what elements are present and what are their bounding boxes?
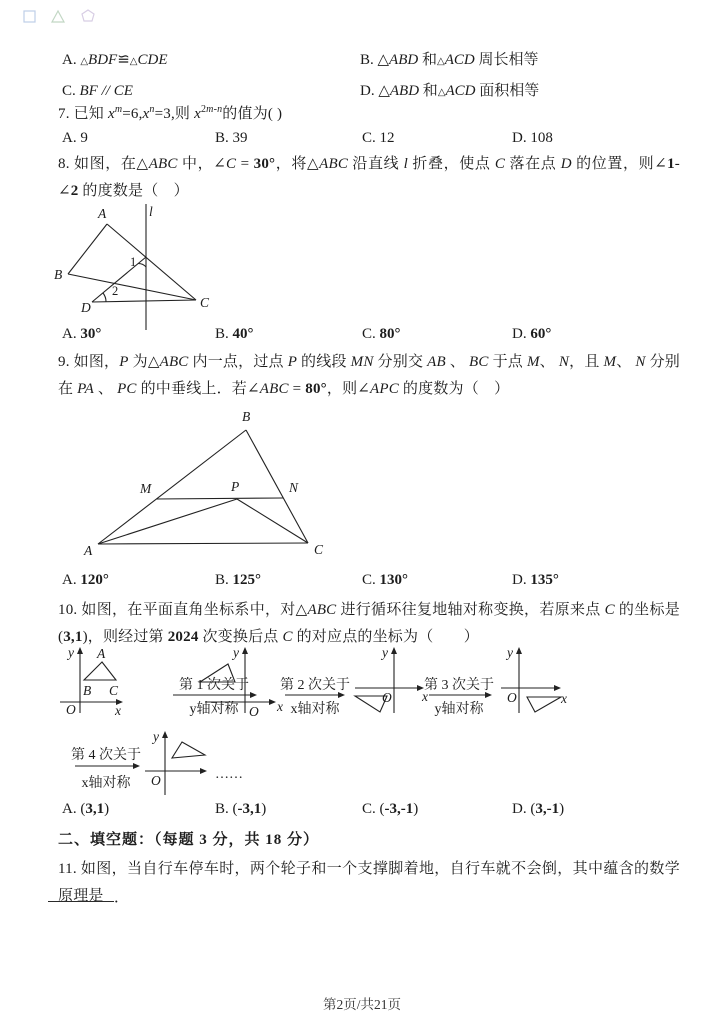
label-N: N (289, 480, 299, 495)
ellipsis: …… (215, 767, 243, 782)
label-l: l (149, 204, 153, 219)
q10-option-c: C. (-3,-1) (362, 801, 419, 817)
q10-option-a: A. (3,1) (62, 801, 110, 817)
q6-options-row-1 (58, 48, 680, 72)
segment-PC (237, 499, 308, 543)
q11-text: 11. 如图，当自行车停车时，两个轮子和一个支撑脚着地，自行车就不会倒，其中蕴含的数学原理是 (58, 861, 680, 904)
q10-options (58, 797, 680, 821)
segment-BC (246, 430, 308, 543)
q7-option-c: C. 12 (362, 130, 395, 146)
x-axis-label: x (561, 691, 567, 706)
origin-label: O (382, 690, 392, 705)
label-D: D (81, 300, 91, 315)
q7-text: 7. 已知 $x^m=6,x^n=3$,则 $x^{2m-n}$的值为( ) (58, 104, 283, 122)
step3-top: 第 3 次关于 (424, 678, 494, 693)
step-arrow-1 (173, 677, 257, 717)
step-arrow-3 (424, 677, 494, 717)
label-C: C (314, 542, 324, 557)
x-axis-label: x (277, 699, 283, 714)
triangle-mirror-y2 (527, 697, 561, 712)
q9-option-d: D. 135° (512, 572, 559, 588)
label-angle2: 2 (112, 284, 119, 298)
q6-option-d: D. △ABD 和△ACD 面积相等 (360, 83, 540, 99)
q7-options (58, 126, 680, 150)
origin-label: O (151, 773, 161, 788)
triangle-abc-1 (84, 662, 116, 680)
q8-option-a: A. 30° (62, 326, 102, 342)
q10-option-d: D. (3,-1) (512, 801, 565, 817)
q8-options (58, 322, 680, 346)
triangle-artifact-icon (52, 11, 64, 22)
pentagon-artifact-icon (82, 10, 94, 21)
q9-options (58, 568, 680, 592)
q7-option-b: B. 39 (215, 130, 248, 146)
coord-system-1 (60, 645, 123, 718)
q11-suffix: ． (114, 890, 130, 906)
q6-option-a: A. △BDF≌△CDE (62, 52, 168, 68)
step3-bottom: y轴对称 (434, 702, 484, 717)
segment-AC (98, 543, 308, 544)
q6-option-c: C. BF // CE (62, 83, 133, 99)
q9-option-a: A. 120° (62, 572, 109, 588)
segment-AP (98, 499, 237, 544)
y-axis-label: y (507, 645, 513, 660)
label-angle1: 1 (130, 255, 137, 269)
q11-blank (48, 886, 129, 906)
q6-option-b: B. △ABD 和△ACD 周长相等 (360, 52, 539, 68)
segment-BC (68, 274, 196, 300)
q8-option-c: C. 80° (362, 326, 401, 342)
q10-figure-row2 (55, 731, 305, 801)
label-A: A (98, 206, 107, 221)
x-axis-label: x (422, 689, 428, 704)
label-A: A (84, 543, 93, 558)
segment-DC (92, 300, 196, 302)
triangle-back-q1 (172, 742, 205, 758)
step2-top: 第 2 次关于 (280, 678, 350, 693)
q8-figure (52, 200, 247, 335)
origin-label: O (507, 690, 517, 705)
section2-title: 二、填空题：（每题 3 分，共 18 分） (58, 832, 320, 848)
label-C: C (109, 683, 119, 698)
label-C: C (200, 295, 210, 310)
label-B: B (54, 267, 63, 282)
q9-option-b: B. 125° (215, 572, 262, 588)
label-B: B (242, 409, 251, 424)
q8-option-b: B. 40° (215, 326, 254, 342)
q10-text: 10. 如图，在平面直角坐标系中，对△ABC 进行循环往复地轴对称变换，若原来点 C 的坐标是(3,1)，则经过第 2024 次变换后点 C 的对应点的坐标为（ ） (58, 602, 680, 645)
answer-blank-underline (48, 887, 114, 902)
segment-MN (156, 498, 283, 499)
q8-option-d: D. 60° (512, 326, 552, 342)
label-P: P (231, 479, 240, 494)
q6-options-row-2 (58, 79, 680, 103)
q9-figure (66, 407, 336, 567)
q8-text: 8. 如图，在△ABC 中，∠C = 30°，将△ABC 沿直线 l 折叠，使点 C 落在点 D 的位置，则∠1-∠2 的度数是（ ） (58, 156, 680, 199)
origin-label: O (66, 702, 76, 717)
q9-option-c: C. 130° (362, 572, 409, 588)
square-artifact-icon (24, 11, 35, 22)
x-axis-label: x (115, 703, 121, 718)
q10-option-b: B. (-3,1) (215, 801, 267, 817)
step4-top: 第 4 次关于 (71, 748, 141, 763)
y-axis-label: y (382, 645, 388, 660)
step2-bottom: x轴对称 (290, 702, 340, 717)
step4-bottom: x轴对称 (81, 776, 131, 791)
label-M: M (140, 481, 152, 496)
origin-label: O (249, 704, 259, 719)
q10-figure-row1 (55, 645, 670, 723)
scan-artifacts (22, 8, 112, 26)
coord-system-3 (355, 645, 428, 713)
step1-top: 第 1 次关于 (179, 678, 249, 693)
coord-system-4 (501, 645, 567, 713)
segment-XD (92, 257, 146, 302)
q7-option-a: A. 9 (62, 130, 88, 146)
angle2-arc (103, 293, 106, 302)
segment-AC (107, 224, 196, 300)
page-number: 第2页/共21页 (322, 997, 401, 1012)
step-arrow-4 (71, 747, 141, 791)
segment-AB (98, 430, 246, 544)
step1-bottom: y轴对称 (189, 702, 239, 717)
coord-system-5 (145, 729, 243, 795)
q9-text: 9. 如图，P 为△ABC 内一点，过点 P 的线段 MN 分别交 AB 、 BC 于点 M、 N，且 M、 N 分别在 PA 、 PC 的中垂线上．若∠ABC = 80°，则∠APC 的度数为（ ） (58, 354, 681, 397)
step-arrow-2 (280, 677, 350, 717)
segment-AB (68, 224, 107, 274)
y-axis-label: y (233, 645, 239, 660)
label-B: B (83, 683, 92, 698)
q7-option-d: D. 108 (512, 130, 553, 146)
y-axis-label: y (68, 645, 74, 660)
label-A: A (97, 646, 106, 661)
y-axis-label: y (153, 729, 159, 744)
angle1-arc (138, 263, 146, 267)
